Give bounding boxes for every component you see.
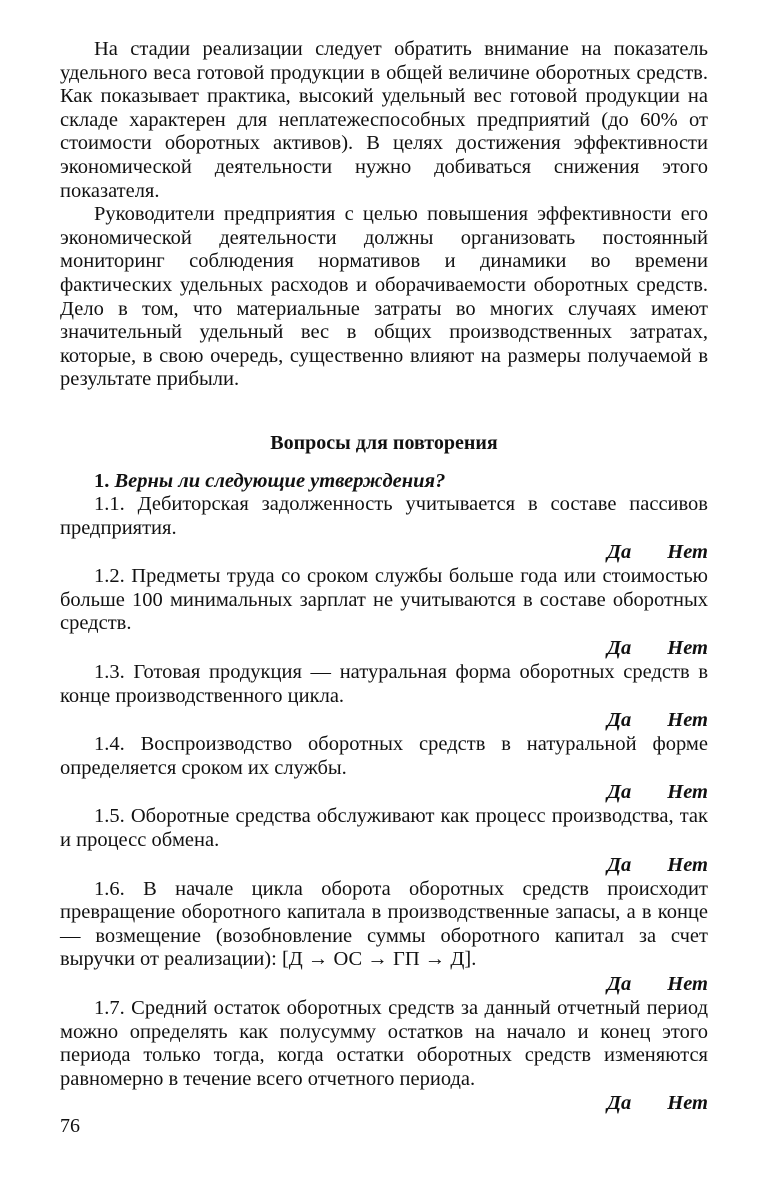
answer-options	[60, 972, 708, 997]
answer-yes: Да	[607, 637, 632, 660]
section-title: Вопросы для повторения	[270, 431, 498, 454]
page-number: 76	[60, 1115, 80, 1137]
question-item: 1.7. Средний остаток оборотных средств за данный отчетный период можно определять как полусумму остатков на начало и конец этого периода только тогда, когда остатки оборотных средств изменяются равномерно в течение всего отчетного периода.	[60, 997, 708, 1090]
answer-no: Нет	[667, 1092, 708, 1115]
question-heading-text: Верны ли следующие утверждения?	[114, 469, 446, 492]
body-paragraph-1: На стадии реализации следует обратить внимание на показатель удельного веса готовой продукции в общей величине оборотных средств. Как показывает практика, высокий удельный вес готовой продукции на складе характерен для неплатежеспособных предприятий (до 60% от стоимости оборотных активов). В целях достижения эффективности экономической деятельности нужно добиваться снижения этого показателя.	[60, 38, 708, 202]
answer-no: Нет	[667, 973, 708, 995]
answer-options	[60, 540, 708, 565]
answer-no: Нет	[667, 637, 708, 660]
question-item: 1.3. Готовая продукция — натуральная форма оборотных средств в конце производственного цикла.	[60, 661, 708, 707]
answer-yes: Да	[607, 853, 632, 876]
answer-options	[60, 708, 708, 733]
answer-yes: Да	[607, 709, 632, 732]
body-paragraph-2: Руководители предприятия с целью повышения эффективности его экономической деятельности должны организовать постоянный мониторинг соблюдения нормативов и динамики во времени фактических удельных расходов и оборачиваемости оборотных средств. Дело в том, что материальные затраты во многих случаях имеют значительный удельный вес в общих производственных затратах, которые, в свою очередь, существенно влияют на размеры получаемой в результате прибыли.	[60, 203, 708, 391]
answer-yes: Да	[607, 973, 632, 995]
question-item: 1.2. Предметы труда со сроком службы больше года или стоимостью больше 100 минимальных зарплат не учитываются в составе оборотных средств.	[60, 565, 708, 635]
question-item: 1.6. В начале цикла оборота оборотных средств происходит превращение оборотного капитала в производственные запасы, а в конце — возмещение (возобновление суммы оборотного капитал за счет выручки от реализации): [Д → ОС → ГП → Д].	[60, 877, 708, 971]
answer-no: Нет	[667, 853, 708, 876]
answer-no: Нет	[667, 709, 708, 732]
question-list	[60, 493, 708, 1116]
answer-yes: Да	[607, 781, 632, 804]
answer-no: Нет	[667, 541, 708, 564]
question-heading-number: 1.	[94, 469, 110, 492]
question-item: 1.1. Дебиторская задолженность учитывается в составе пассивов предприятия.	[60, 493, 708, 539]
question-item: 1.5. Оборотные средства обслуживают как процесс производства, так и процесс обмена.	[60, 805, 708, 852]
answer-no: Нет	[667, 781, 708, 804]
answer-options	[60, 1091, 708, 1116]
answer-yes: Да	[607, 541, 632, 564]
answer-options	[60, 780, 708, 805]
answer-yes: Да	[607, 1092, 632, 1115]
answer-options	[60, 853, 708, 878]
answer-options	[60, 636, 708, 661]
question-heading	[60, 470, 708, 494]
book-page	[60, 38, 708, 1116]
question-item: 1.4. Воспроизводство оборотных средств в натуральной форме определяется сроком их службы.	[60, 733, 708, 779]
